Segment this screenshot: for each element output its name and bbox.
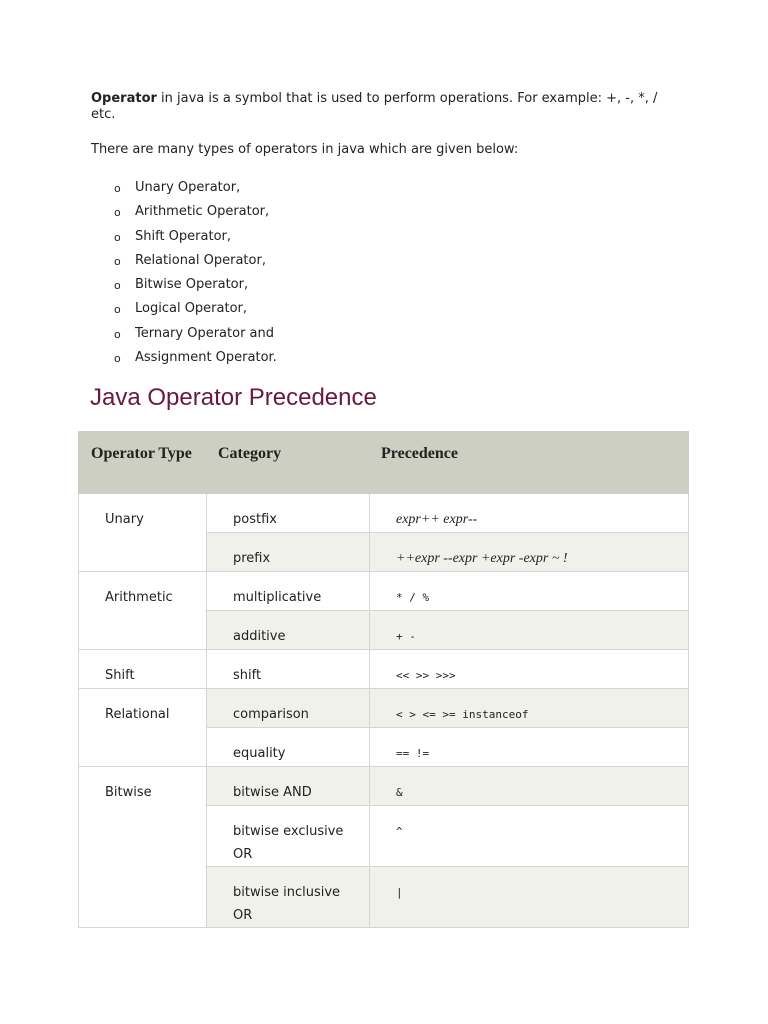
category-cell: bitwise inclusive OR xyxy=(207,867,370,928)
precedence-cell: ^ xyxy=(370,806,689,867)
category-cell: prefix xyxy=(207,533,370,572)
type-cell: Relational xyxy=(79,689,207,767)
bullet-icon: o xyxy=(114,352,121,366)
type-cell: Arithmetic xyxy=(79,572,207,650)
types-intro: There are many types of operators in java which are given below: xyxy=(91,142,519,157)
header-category: Category xyxy=(207,432,370,494)
list-item-text: Logical Operator, xyxy=(135,301,248,317)
precedence-cell: ++expr --expr +expr -expr ~ ! xyxy=(370,533,689,572)
bullet-icon: o xyxy=(114,327,121,341)
precedence-cell: expr++ expr-- xyxy=(370,494,689,533)
table-row xyxy=(79,767,689,806)
type-cell: Bitwise xyxy=(79,767,207,928)
section-heading: Java Operator Precedence xyxy=(90,384,377,411)
list-item-text: Arithmetic Operator, xyxy=(135,204,270,220)
precedence-cell: << >> >>> xyxy=(370,650,689,689)
category-cell: bitwise AND xyxy=(207,767,370,806)
category-cell: multiplicative xyxy=(207,572,370,611)
table-row xyxy=(79,572,689,611)
header-operator-type: Operator Type xyxy=(79,432,207,494)
bullet-icon: o xyxy=(114,230,121,244)
intro-paragraph xyxy=(91,91,681,123)
bullet-icon: o xyxy=(114,206,121,220)
category-cell: bitwise exclusive OR xyxy=(207,806,370,867)
precedence-cell: & xyxy=(370,767,689,806)
precedence-cell: < > <= >= instanceof xyxy=(370,689,689,728)
table-header-row xyxy=(79,432,689,494)
precedence-cell: == != xyxy=(370,728,689,767)
header-precedence: Precedence xyxy=(370,432,689,494)
bullet-icon: o xyxy=(114,182,121,195)
list-item-text: Bitwise Operator, xyxy=(135,277,249,293)
precedence-cell: * / % xyxy=(370,572,689,611)
precedence-cell: + - xyxy=(370,611,689,650)
type-cell: Shift xyxy=(79,650,207,689)
bullet-icon: o xyxy=(114,279,121,293)
precedence-table xyxy=(78,431,689,928)
category-cell: postfix xyxy=(207,494,370,533)
precedence-cell: | xyxy=(370,867,689,928)
category-cell: comparison xyxy=(207,689,370,728)
table-row xyxy=(79,689,689,728)
type-cell: Unary xyxy=(79,494,207,572)
bullet-icon: o xyxy=(114,303,121,317)
category-cell: additive xyxy=(207,611,370,650)
list-item-text: Ternary Operator and xyxy=(135,325,275,341)
table-row xyxy=(79,650,689,689)
table-row xyxy=(79,494,689,533)
bullet-icon: o xyxy=(114,254,121,268)
category-cell: equality xyxy=(207,728,370,767)
list-item-text: Unary Operator, xyxy=(135,180,241,195)
list-item-text: Assignment Operator. xyxy=(135,350,277,366)
intro-text: in java is a symbol that is used to perform operations. For example: +, -, *, / etc. xyxy=(91,91,658,122)
intro-term: Operator xyxy=(91,91,157,106)
list-item-text: Relational Operator, xyxy=(135,252,266,268)
list-item-text: Shift Operator, xyxy=(135,228,232,244)
category-cell: shift xyxy=(207,650,370,689)
